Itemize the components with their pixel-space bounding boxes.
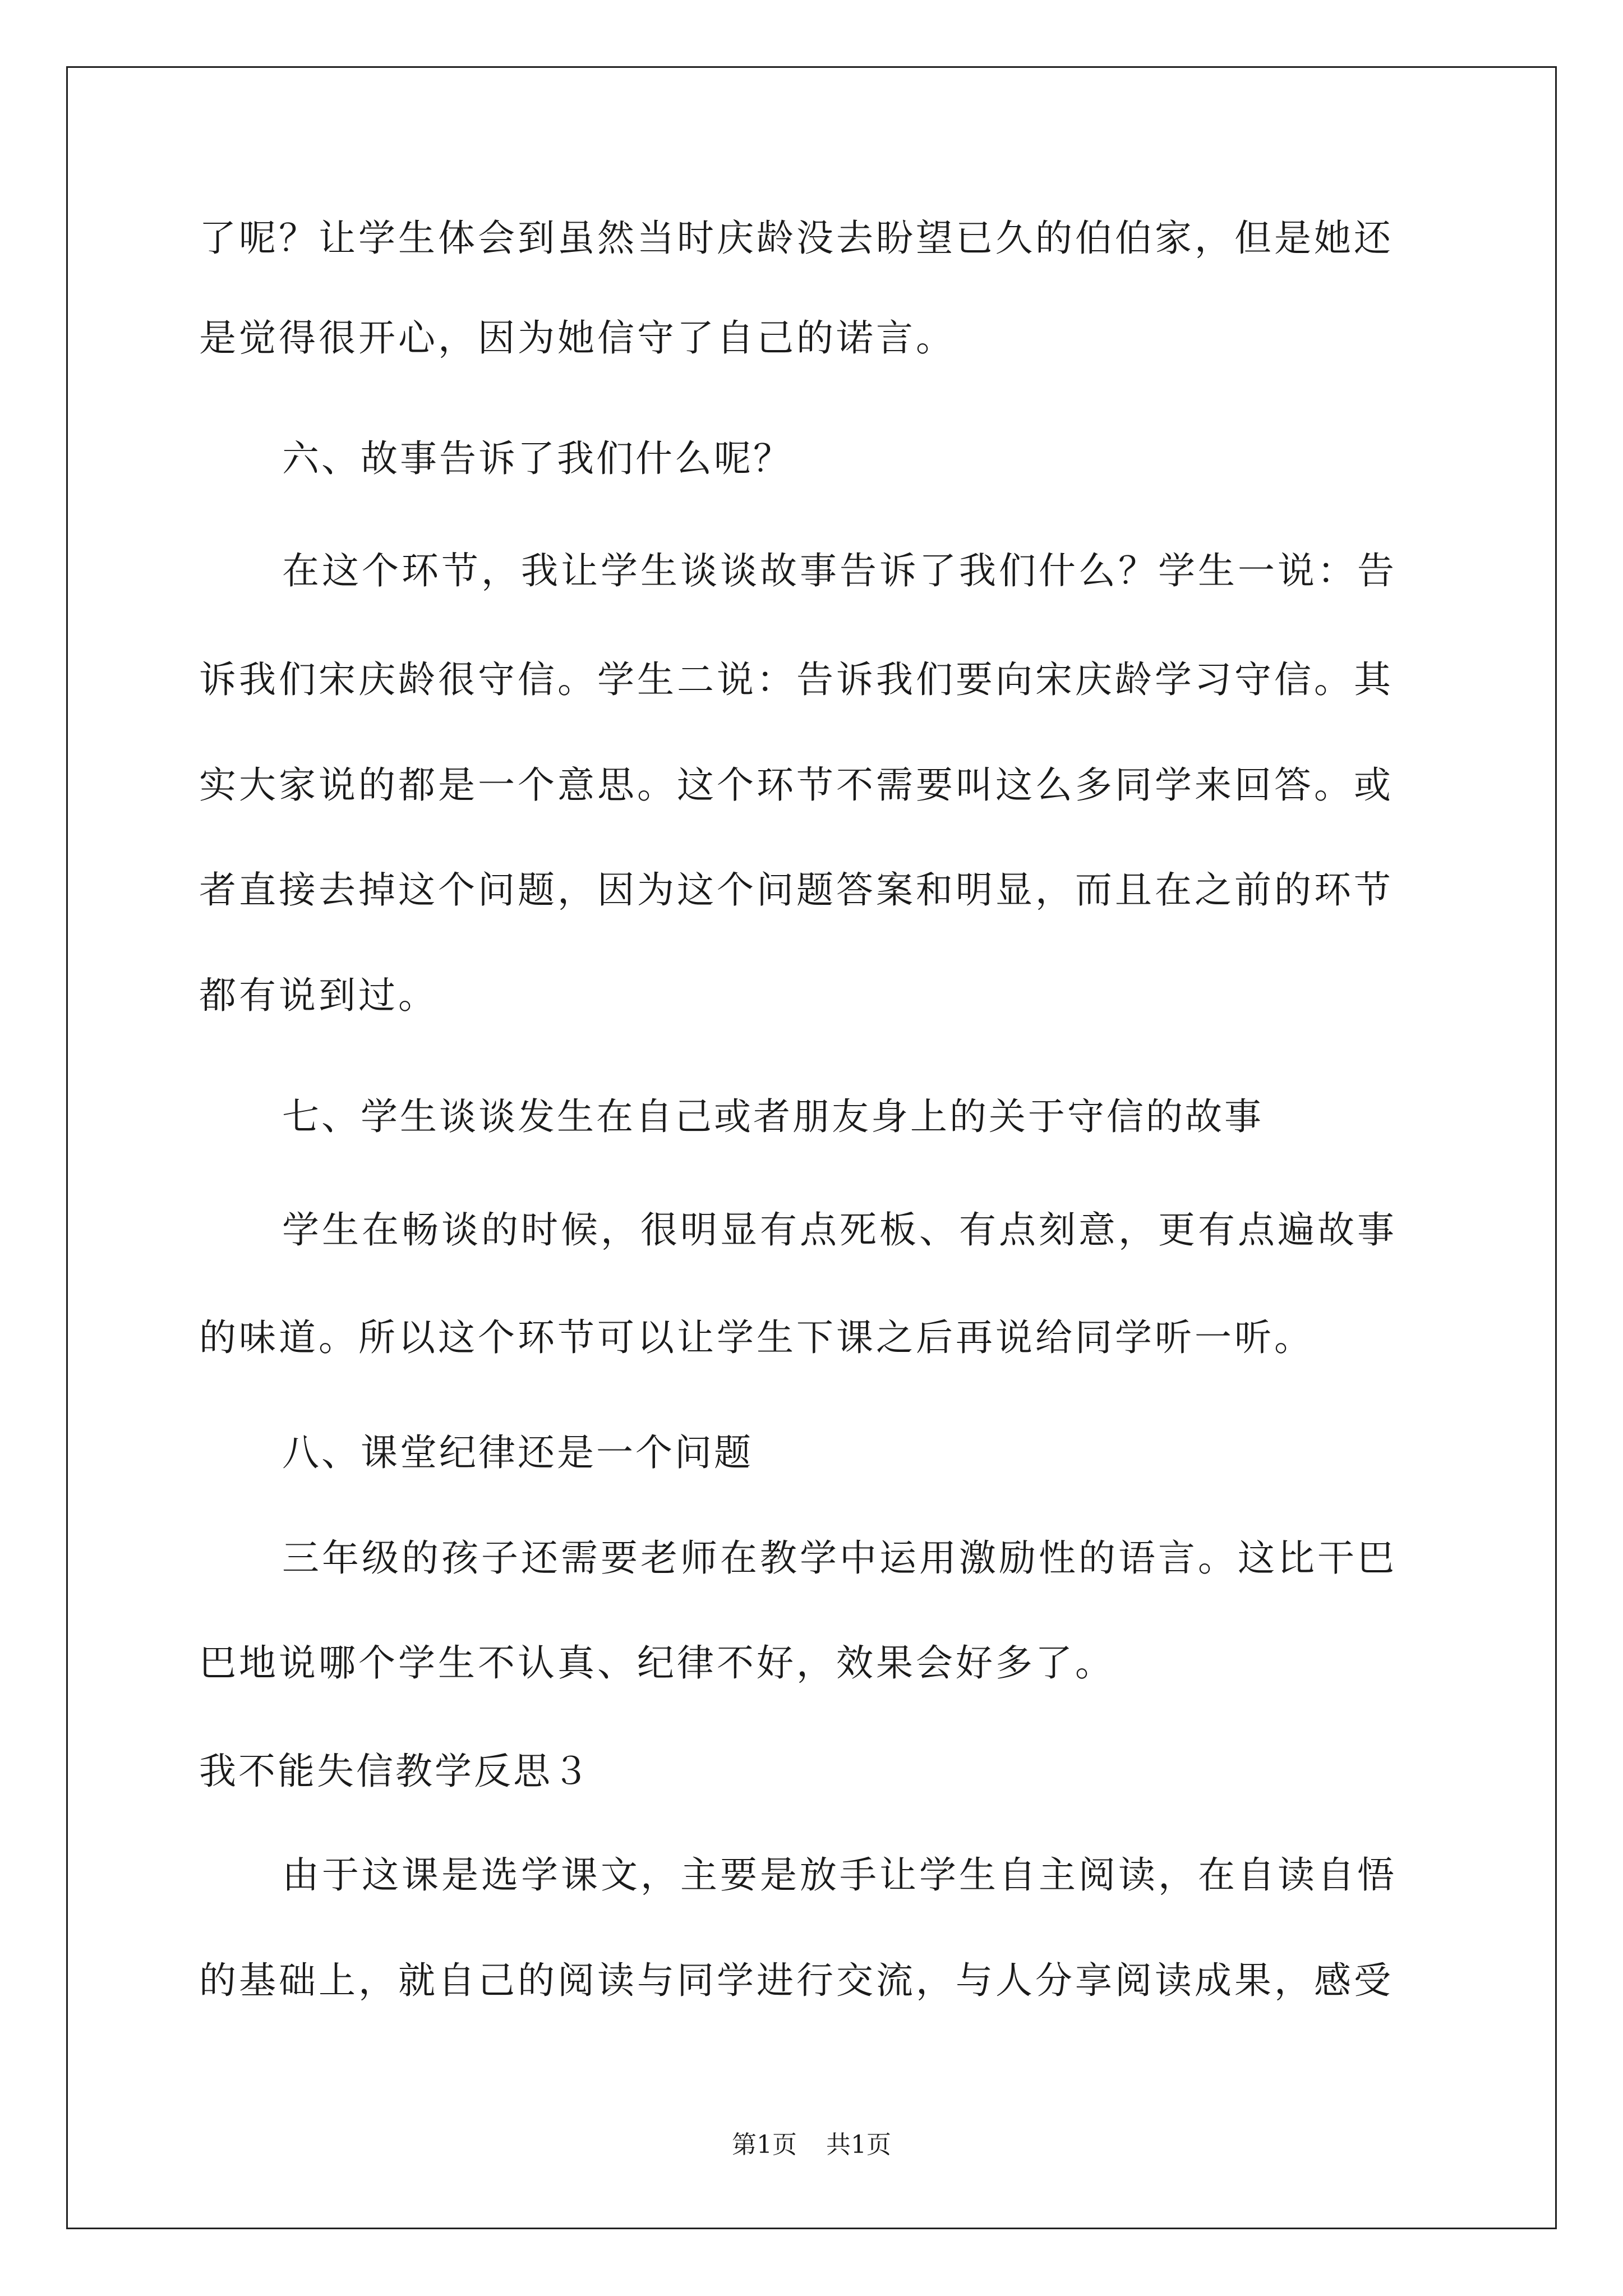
text-line: 了呢？让学生体会到虽然当时庆龄没去盼望已久的伯伯家，但是她还 [199, 217, 1394, 260]
text-line: 由于这课是选学课文，主要是放手让学生自主阅读，在自读自悟 [282, 1853, 1397, 1897]
text-line: 三年级的孩子还需要老师在教学中运用激励性的语言。这比干巴 [282, 1536, 1397, 1580]
article-title: 我不能失信教学反思３ [199, 1750, 592, 1793]
text-line: 巴地说哪个学生不认真、纪律不好，效果会好多了。 [199, 1641, 1115, 1685]
text-line: 诉我们宋庆龄很守信。学生二说：告诉我们要向宋庆龄学习守信。其 [199, 658, 1394, 701]
section-heading: 六、故事告诉了我们什么呢？ [282, 437, 792, 480]
text-line: 者直接去掉这个问题，因为这个问题答案和明显，而且在之前的环节 [199, 868, 1394, 912]
text-line: 学生在畅谈的时候，很明显有点死板、有点刻意，更有点遍故事 [282, 1208, 1397, 1251]
text-line: 是觉得很开心，因为她信守了自己的诺言。 [199, 316, 956, 360]
page-number: 第1页 [732, 2131, 797, 2159]
page-total: 共1页 [826, 2131, 891, 2159]
section-heading: 七、学生谈谈发生在自己或者朋友身上的关于守信的故事 [282, 1095, 1264, 1138]
text-line: 的基础上，就自己的阅读与同学进行交流，与人分享阅读成果，感受 [199, 1959, 1394, 2002]
section-heading: 八、课堂纪律还是一个问题 [282, 1431, 753, 1474]
text-line: 在这个环节，我让学生谈谈故事告诉了我们什么？学生一说：告 [282, 549, 1397, 592]
page-footer [0, 2130, 1623, 2160]
text-line: 实大家说的都是一个意思。这个环节不需要叫这么多同学来回答。或 [199, 763, 1394, 807]
text-line: 的味道。所以这个环节可以让学生下课之后再说给同学听一听。 [199, 1316, 1314, 1359]
text-line: 都有说到过。 [199, 974, 438, 1017]
page-border [66, 66, 1557, 2229]
